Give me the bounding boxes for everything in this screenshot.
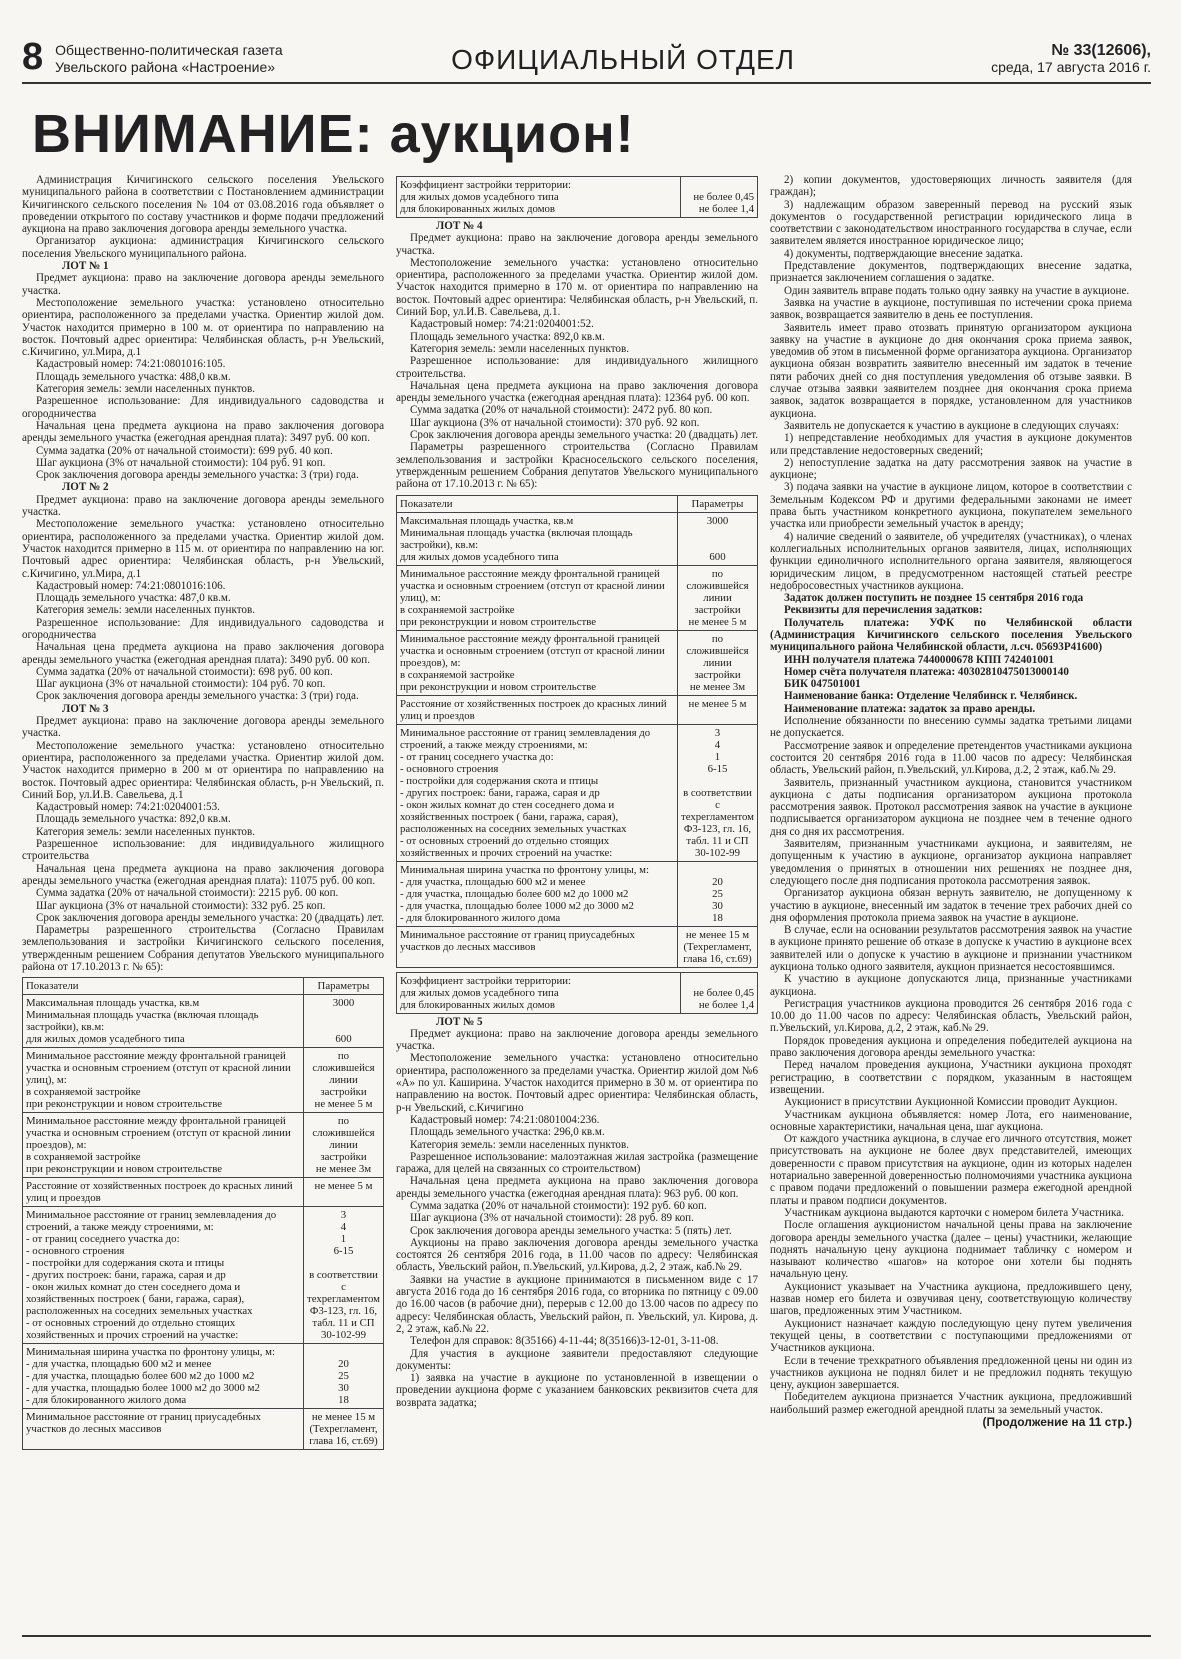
value-cell: 3 4 1 6-15 в соответствии с техрегламентом Ф3-123, гл. 16, табл. 11 и СП 30-102-99 — [677, 724, 757, 861]
page-number: 8 — [22, 36, 44, 78]
table-row — [397, 630, 758, 695]
params-intro: Параметры разрешенного строительства (Согласно Правилам землепользования и застройки Кичигинского сельского поселения, утвержденным решением Собрания депутатов Увельского муниципального района от 17.10.2013 г. № 65): — [22, 924, 384, 973]
organizer-paragraph: Организатор аукциона: администрация Кичигинского сельского поселения Увельского муниципального района. — [22, 235, 384, 260]
paragraph: После оглашения аукционистом начальной цены права на заключение договора аренды земельного участка (далее – цены) участники, желающие поднять начальную цену аукциона поднимает табличку с номером и называют количество «шагов» на которое они хотели бы поднять начальную цену. — [770, 1219, 1132, 1281]
table-row — [397, 972, 758, 1013]
table-row — [23, 1344, 384, 1409]
coef-table-lot-4 — [396, 972, 758, 1014]
article-columns — [22, 174, 1151, 1454]
lot-1-location: Местоположение земельного участка: установлено относительно ориентира, расположенного за пределами участка. Ориентир жилой дом. Участок находится примерно в 100 м. от ориентира по направлению на восток. Почтовый адрес ориентира: Челябинская область, р-н Увельский, с.Кичигино, ул.Мира, д.1 — [22, 296, 384, 359]
paragraph: Регистрация участников аукциона проводится 26 сентября 2016 года с 10.00 до 11.00 часов по адресу: Челябинская область, Увельский район, п.Увельский, ул.Кирова, д.2, 2 этаж, каб.№ 29. — [770, 997, 1132, 1035]
lot-4-params-intro: Параметры разрешенного строительства (Согласно Правилам землепользования и застройки Красносельского сельского поселения, утвержденным решением Собрания депутатов Увельского муниципального района от 17.10.2013 г. № 65): — [396, 441, 758, 491]
column-header: Параметры — [677, 495, 757, 512]
column-3 — [770, 174, 1132, 1454]
lot-5-price: Начальная цена предмета аукциона на право заключения договора аренды земельного участка (ежегодная арендная плата): 963 руб. 00 коп. — [396, 1175, 758, 1200]
lot-2-area: Площадь земельного участка: 487,0 кв.м. — [36, 592, 231, 605]
requisites-title: Реквизиты для перечисления задатков: — [784, 604, 983, 617]
value-cell: 3000 600 — [677, 512, 757, 565]
paragraph: 3) подача заявки на участие в аукционе лицом, которое в соответствии с Земельным Кодексом РФ и другими федеральными законами не имеет права быть участником конкретного аукциона, покупателем земельного участка или приобрести земельный участок в аренду; — [770, 481, 1132, 531]
indicator-cell: Расстояние от хозяйственных построек до красных линий улиц и проездов — [397, 695, 678, 724]
table-row — [397, 724, 758, 861]
paragraph: Аукционист в присутствии Аукционной Комиссии проводит Аукцион. — [784, 1096, 1118, 1109]
value-cell: не менее 15 м (Техрегламент, глава 16, ст.69) — [677, 926, 757, 967]
lot-4-price: Начальная цена предмета аукциона на право заключения договора аренды земельного участка (ежегодная арендная плата): 12364 руб. 00 коп. — [396, 379, 758, 405]
lot-4-location: Местоположение земельного участка: установлено относительно ориентира, расположенного за пределами участка. Ориентир жилой дом. Участок находится примерно в 170 м. от ориентира по направлению на восток. Почтовый адрес ориентира: Челябинская область, р-н Увельский, п. Синий Бор, ул.И.В. Савельева, д.1. — [396, 256, 758, 319]
indicator-cell: Минимальное расстояние между фронтальной границей участка и основным строением (отступ от красной линии улиц), м: в сохраняемой застройке при реконструкции и новом строительстве — [23, 1048, 304, 1113]
indicator-cell: Максимальная площадь участка, кв.м Минимальная площадь участка (включая площадь застройки), кв.м: для жилых домов усадебного типа — [23, 995, 304, 1048]
paragraph: Представление документов, подтверждающих внесение задатка, признается заключением соглашения о задатке. — [770, 260, 1132, 285]
lot-1-term: Срок заключения договора аренды земельного участка: 3 (три) года. — [36, 469, 359, 482]
column-1 — [22, 174, 384, 1454]
headline: ВНИМАНИЕ: аукцион! — [32, 104, 635, 164]
lot-3-title: ЛОТ № 3 — [62, 702, 109, 715]
lot-2-subject: Предмет аукциона: право на заключение договора аренды земельного участка. — [22, 493, 384, 519]
lot-3-category: Категория земель: земли населенных пунктов. — [36, 825, 255, 838]
value-cell: не менее 5 м — [677, 695, 757, 724]
value-cell: не более 0,45 не более 1,4 — [681, 177, 758, 218]
lot-2-price: Начальная цена предмета аукциона на право заключения договора аренды земельного участка (ежегодная арендная плата): 3490 руб. 00 коп. — [22, 641, 384, 666]
table-row — [23, 1048, 384, 1113]
paragraph: Если в течение трехкратного объявления предложенной цены ни один из участников аукциона не поднял билет и не предложил поднять текущую цену, аукцион завершается. — [770, 1354, 1132, 1392]
value-cell: не более 0,45 не более 1,4 — [681, 972, 758, 1013]
paragraph: Заявитель не допускается к участию в аукционе в следующих случаях: — [784, 419, 1120, 432]
table-row — [23, 1409, 384, 1450]
indicator-cell: Минимальное расстояние от границ землевладения до строений, а также между строениями, м: - от границ соседнего участка до: - основного строения - постройки для содержания скота и птицы - других построек: бани, гаража, сарая и др - окон жилых комнат до стен соседнего дома и хозяйственных построек ( бани, гаража, сарая), расположенных на соседних земельных участках - от основных строений до отдельно стоящих хозяйственных и прочих строений на участке: — [397, 724, 678, 861]
indicator-cell: Коэффициент застройки территории: для жилых домов усадебного типа для блокированных жилых домов — [397, 972, 681, 1013]
issue-info: № 33(12606), среда, 17 августа 2016 г. — [991, 42, 1151, 75]
paragraph: 2) копии документов, удостоверяющих личность заявителя (для граждан); — [770, 174, 1132, 199]
lot-3-price: Начальная цена предмета аукциона на право заключения договора аренды земельного участка (ежегодная арендная плата): 11075 руб. 00 коп. — [22, 862, 384, 887]
table-header-row — [397, 495, 758, 512]
table-row — [397, 695, 758, 724]
publication-name: Общественно-политическая газета Увельского района «Настроение» — [55, 42, 283, 75]
paragraph: Участникам аукциона объявляется: номер Лота, его наименование, основные характеристики, начальная цена, шаг аукциона. — [770, 1108, 1132, 1133]
paragraph: Рассмотрение заявок и определение претендентов участниками аукциона состоится 20 сентября 2016 года в 11.00 часов по адресу: Челябинская область, Увельский район, п.Увельский, ул.Кирова, д.2, 2 этаж, каб.№ 29. — [770, 739, 1132, 777]
paragraph: Аукционист назначает каждую последующую цену путем увеличения текущей цены, в соответствии с поступающими предложениями от Участников аукциона. — [770, 1317, 1132, 1355]
auction-info: Аукционы на право заключения договора аренды земельного участка состоятся 26 сентября 2016 года, в 11.00 часов по адресу: Челябинская область, Увельский район, п.Увельский, ул.Кирова, д.2, 2 этаж, каб.№ 29. — [396, 1236, 758, 1274]
lot-1-subject: Предмет аукциона: право на заключение договора аренды земельного участка. — [22, 272, 384, 297]
lot-2-term: Срок заключения договора аренды земельного участка: 3 (три) года. — [36, 690, 359, 703]
lot-3-area: Площадь земельного участка: 892,0 кв.м. — [36, 813, 231, 826]
lot-1-step: Шаг аукциона (3% от начальной стоимости): 104 руб. 91 коп. — [36, 456, 326, 469]
paragraph: 2) непоступление задатка на дату рассмотрения заявок на участие в аукционе; — [770, 456, 1132, 482]
lot-1-deposit: Сумма задатка (20% от начальной стоимости): 699 руб. 40 коп. — [36, 444, 333, 457]
inn: ИНН получателя платежа 7440000678 КПП 742401001 — [784, 653, 1054, 666]
indicator-cell: Максимальная площадь участка, кв.м Минимальная площадь участка (включая площадь застройки), кв.м: для жилых домов усадебного типа — [397, 512, 678, 565]
section-title: ОФИЦИАЛЬНЫЙ ОТДЕЛ — [451, 44, 796, 75]
indicator-cell: Минимальное расстояние между фронтальной границей участка и основным строением (отступ от красной линии проездов), м: в сохраняемой застройке при реконструкции и новом строительстве — [23, 1113, 304, 1178]
paragraph: К участию в аукционе допускаются лица, признанные участниками аукциона. — [770, 973, 1132, 998]
table-header-row — [23, 978, 384, 995]
coef-table — [396, 176, 758, 218]
value-cell: по сложившейся линии застройки не менее 3м — [303, 1113, 383, 1178]
paragraph: 3) надлежащим образом заверенный перевод на русский язык документов о государственной регистрации юридического лица в соответствии с законодательством иностранного государства в случае, если заявителем является иностранное юридическое лицо; — [770, 198, 1132, 248]
lot-3-location: Местоположение земельного участка: установлено относительно ориентира, расположенного за пределами участка. Ориентир жилой дом. Участок находится примерно в 200 м от ориентира по направлению на восток. Почтовый адрес ориентира: Челябинская область, р-н Увельский, п. Синий Бор, ул.И.В. Савельева, д.1 — [22, 739, 384, 801]
lot-4-subject: Предмет аукциона: право на заключение договора аренды земельного участка. — [396, 232, 758, 257]
paragraph: 4) наличие сведений о заявителе, об учредителях (участниках), о членах коллегиальных исполнительных органов заявителя, лицах, исполняющих функции единоличного исполнительного органа заявителя, являющегося юридическим лицом, в предусмотренном настоящей статьей реестре недобросовестных участников аукциона. — [770, 530, 1132, 592]
paragraph: Исполнение обязанности по внесению суммы задатка третьими лицами не допускается. — [770, 715, 1132, 740]
lot-4-cadastral: Кадастровый номер: 74:21:0204001:52. — [410, 318, 594, 331]
lot-2-title: ЛОТ № 2 — [62, 481, 109, 494]
page-header — [22, 28, 1151, 84]
lot-2-cadastral: Кадастровый номер: 74:21:0801016:106. — [36, 579, 226, 592]
lot-2-use: Разрешенное использование: Для индивидуального садоводства и огородничества — [22, 616, 384, 641]
lot-1-area: Площадь земельного участка: 488,0 кв.м. — [36, 370, 231, 383]
lot-4-category: Категория земель: земли населенных пунктов. — [410, 342, 629, 355]
payment-purpose: Наименование платежа: задаток за право аренды. — [784, 702, 1036, 715]
table-row — [397, 565, 758, 630]
lot-4-step: Шаг аукциона (3% от начальной стоимости): 370 руб. 92 коп. — [410, 416, 700, 429]
lot-1-cadastral: Кадастровый номер: 74:21:0801016:105. — [36, 358, 226, 371]
bik: БИК 047501001 — [784, 678, 861, 691]
lot-5-subject: Предмет аукциона: право на заключение договора аренды земельного участка. — [396, 1027, 758, 1053]
column-header: Показатели — [23, 978, 304, 995]
lot-3-step: Шаг аукциона (3% от начальной стоимости): 332 руб. 25 коп. — [36, 899, 326, 912]
lot-1-price: Начальная цена предмета аукциона на право заключения договора аренды земельного участка (ежегодная арендная плата): 3497 руб. 00 коп. — [22, 419, 384, 445]
indicator-cell: Минимальное расстояние от границ приусадебных участков до лесных массивов — [23, 1409, 304, 1450]
phone-info: Телефон для справок: 8(35166) 4-11-44; 8(35166)3-12-01, 3-11-08. — [410, 1335, 719, 1348]
paragraph: Заявитель, признанный участником аукциона, становится участником аукциона с даты подписания организатором аукциона протокола рассмотрения заявок. Протокол рассмотрения заявок на участие в аукционе подписывается организатором аукциона не позднее чем в течение одного дня со дня их рассмотрения. — [770, 776, 1132, 838]
lot-4-area: Площадь земельного участка: 892,0 кв.м. — [410, 330, 605, 343]
value-cell: 3000 600 — [303, 995, 383, 1048]
lot-5-title: ЛОТ № 5 — [436, 1015, 483, 1028]
lot-5-cadastral: Кадастровый номер: 74:21:0801004:236. — [410, 1113, 600, 1126]
column-2 — [396, 174, 758, 1454]
table-row — [397, 177, 758, 218]
indicator-cell: Коэффициент застройки территории: для жилых домов усадебного типа для блокированных жилых домов — [397, 177, 681, 218]
paragraph: В случае, если на основании результатов рассмотрения заявок на участие в аукционе принято решение об отказе в допуске к участию в аукционе всех заявителей или о допуске к участию в аукционе и признании участником аукциона только одного заявителя, аукцион признается несостоявшимся. — [770, 924, 1132, 973]
indicator-cell: Минимальное расстояние от границ приусадебных участков до лесных массивов — [397, 926, 678, 967]
value-cell: по сложившейся линии застройки не менее 3м — [677, 630, 757, 695]
recipient: Получатель платежа: УФК по Челябинской области (Администрация Кичигинского сельского поселения Увельского муниципального района Челябинской области, л.сч. 05693P41600) — [770, 616, 1132, 654]
paragraph: Заявка на участие в аукционе, поступившая по истечении срока приема заявок, возвращается заявителю в день ее поступления. — [770, 296, 1132, 322]
paragraph: 4) документы, подтверждающие внесение задатка. — [784, 247, 1023, 260]
paragraph: Порядок проведения аукциона и определения победителей аукциона на право заключения договора аренды земельного участка: — [770, 1034, 1132, 1060]
column-header: Параметры — [303, 978, 383, 995]
lot-1-category: Категория земель: земли населенных пунктов. — [36, 383, 255, 396]
lot-1-title: ЛОТ № 1 — [62, 260, 109, 273]
bank-name: Наименование банка: Отделение Челябинск г. Челябинск. — [784, 690, 1078, 703]
intro-paragraph: Администрация Кичигинского сельского поселения Увельского муниципального района в соответствии с Постановлением администрации Кичигинского сельского поселения № 104 от 03.08.2016 года объявляет о проведении открытого по составу участников и форме подачи предложений аукциона на право заключения договора аренды земельного участка. — [22, 174, 384, 236]
lot-4-use: Разрешенное использование: для индивидуального жилищного строительства. — [396, 355, 758, 380]
lot-2-location: Местоположение земельного участка: установлено относительно ориентира, расположенного за пределами участка. Ориентир жилой дом. Участок находится примерно в 115 м. от ориентира по направлению на юг. Почтовый адрес ориентира: Челябинская область, р-н Увельский, с.Кичигино, ул.Мира, д.1 — [22, 518, 384, 580]
indicator-cell: Минимальное расстояние между фронтальной границей участка и основным строением (отступ от красной линии проездов), м: в сохраняемой застройке при реконструкции и новом строительстве — [397, 630, 678, 695]
table-row — [397, 512, 758, 565]
paragraph: Аукционист указывает на Участника аукциона, предложившего цену, назвав номер его билета и озвучивая цену, соответствующую количеству шагов, предложенных этим Участником. — [770, 1280, 1132, 1318]
table-row — [397, 926, 758, 967]
account-number: Номер счёта получателя платежа: 40302810475013000140 — [784, 665, 1069, 678]
lot-4-term: Срок заключения договора аренды земельного участка: 20 (двадцать) лет. — [410, 429, 758, 442]
value-cell: 20 25 30 18 — [303, 1344, 383, 1409]
value-cell: 20 25 30 18 — [677, 861, 757, 926]
lot-5-area: Площадь земельного участка: 296,0 кв.м. — [410, 1126, 605, 1139]
lot-3-deposit: Сумма задатка (20% от начальной стоимости): 2215 руб. 00 коп. — [36, 887, 339, 900]
table-row — [23, 1178, 384, 1207]
lot-5-category: Категория земель: земли населенных пунктов. — [410, 1138, 629, 1151]
lot-5-step: Шаг аукциона (3% от начальной стоимости): 28 руб. 89 коп. — [410, 1212, 694, 1225]
value-cell: не менее 15 м (Техрегламент, глава 16, ст.69) — [303, 1409, 383, 1450]
value-cell: 3 4 1 6-15 в соответствии с техрегламентом Ф3-123, гл. 16, табл. 11 и СП 30-102-99 — [303, 1207, 383, 1344]
lot-2-step: Шаг аукциона (3% от начальной стоимости): 104 руб. 70 коп. — [36, 678, 326, 691]
paragraph: 1) непредставление необходимых для участия в аукционе документов или представление недостоверных сведений; — [770, 432, 1132, 457]
indicator-cell: Минимальная ширина участка по фронтону улицы, м: - для участка, площадью 600 м2 и менее - для участка, площадью более 600 м2 до 1000 м2 - для участка, площадью более 1000 м2 до 3000 м2 - для блокированного жилого дома — [23, 1344, 304, 1409]
value-cell: по сложившейся линии застройки не менее 5 м — [677, 565, 757, 630]
lot-3-term: Срок заключения договора аренды земельного участка: 20 (двадцать) лет. — [36, 911, 384, 924]
paragraph: Участникам аукциона выдаются карточки с номером билета Участника. — [784, 1206, 1124, 1219]
table-row — [23, 995, 384, 1048]
paragraph: Заявителям, признанным участниками аукциона, и заявителям, не допущенным к участию в аукционе, организатор аукциона направляет уведомления о принятых в отношении них решениях не позднее дня, следующего после дня подписания протокола рассмотрения заявок. — [770, 838, 1132, 887]
lot-5-location: Местоположение земельного участка: установлено относительно ориентира, расположенного за пределами участка. Ориентир жилой дом №6 «А» по ул. Каширина. Участок находится примерно в 30 м. от ориентира по направлению на восток. Почтовый адрес ориентира: Челябинская область, р-н Увельский, с.Кичигино — [396, 1052, 758, 1114]
applications-info: Заявки на участие в аукционе принимаются в письменном виде с 17 августа 2016 года до 16 сентября 2016 года, со вторника по пятницу с 09.00 до 16.00 часов (в рабочие дни), перерыв с 12.00 до 13.00 часов по адресу по адресу: Челябинская область, Увельский район, п. Увельский, ул. Кирова, д. 2, 2 этаж, каб.№ 22. — [396, 1273, 758, 1335]
paragraph: Один заявитель вправе подать только одну заявку на участие в аукционе. — [784, 284, 1130, 297]
paragraph: Организатор аукциона обязан вернуть заявителю, не допущенному к участию в аукционе, внесенный им задаток в течение трех рабочих дней со дня оформления протокола приема заявок на участие в аукционе. — [770, 887, 1132, 924]
lot-2-deposit: Сумма задатка (20% от начальной стоимости): 698 руб. 00 коп. — [36, 665, 333, 678]
paragraph: Заявитель имеет право отозвать принятую организатором аукциона заявку на участие в аукционе до дня окончания срока приема заявок, уведомив об этом в письменной форме организатора аукциона. Организатор аукциона обязан возвратить заявителю внесенный им задаток в течение пяти рабочих дней со дня поступления уведомления об отзыве заявки. В случае отзыва заявки заявителем позднее дня окончания срока приема заявок, задаток возвращается в порядке, установленном для участников аукциона. — [770, 321, 1132, 420]
docs-intro: Для участия в аукционе заявители предоставляют следующие документы: — [396, 1347, 758, 1372]
paragraph: Перед началом проведения аукциона, Участники аукциона проходят регистрацию, в соответствии с порядком, указанным в настоящем извещении. — [770, 1059, 1132, 1096]
lot-3-use: Разрешенное использование: для индивидуального жилищного строительства — [22, 838, 384, 863]
lot-2-category: Категория земель: земли населенных пунктов. — [36, 604, 255, 617]
indicator-cell: Минимальное расстояние между фронтальной границей участка и основным строением (отступ от красной линии улиц), м: в сохраняемой застройке при реконструкции и новом строительстве — [397, 565, 678, 630]
col3-paragraphs-2 — [770, 715, 1132, 1416]
lot-4-title: ЛОТ № 4 — [436, 220, 483, 232]
column-header: Показатели — [397, 495, 678, 512]
lot-5-term: Срок заключения договора аренды земельного участка: 5 (пять) лет. — [410, 1224, 732, 1237]
paragraph: От каждого участника аукциона, в случае его личного отсутствия, может присутствовать на аукционе не более двух представителей, имеющих доверенности с правом присутствия на аукционе, один из которых наделен нотариально заверенной доверенностью полномочиями участника аукциона с правом подачи предложений о повышении размера ежегодной арендной платы и правом подписи документов. — [770, 1133, 1132, 1207]
lot-3-cadastral: Кадастровый номер: 74:21:0204001:53. — [36, 801, 220, 814]
deposit-deadline: Задаток должен поступить не позднее 15 сентября 2016 года — [784, 592, 1084, 605]
lot-3-subject: Предмет аукциона: право на заключение договора аренды земельного участка. — [22, 715, 384, 740]
continued-note: (Продолжение на 11 стр.) — [982, 1414, 1132, 1429]
indicator-cell: Минимальное расстояние от границ землевладения до строений, а также между строениями, м: - от границ соседнего участка до: - основного строения - постройки для содержания скота и птицы - других построек: бани, гаража, сарая и др - окон жилых комнат до стен соседнего дома и хозяйственных построек ( бани, гаража, сарая), расположенных на соседних земельных участках - от основных строений до отдельно стоящих хозяйственных и прочих строений на участке: — [23, 1207, 304, 1344]
params-table-lot-4 — [396, 495, 758, 968]
indicator-cell: Расстояние от хозяйственных построек до красных линий улиц и проездов — [23, 1178, 304, 1207]
params-table — [22, 977, 384, 1450]
table-row — [397, 861, 758, 926]
paragraph: Победителем аукциона признается Участник аукциона, предложивший наибольший размер ежегодной арендной платы за земельный участок. — [770, 1391, 1132, 1416]
col3-paragraphs — [770, 174, 1132, 592]
value-cell: по сложившейся линии застройки не менее 5 м — [303, 1048, 383, 1113]
table-row — [23, 1113, 384, 1178]
doc-1: 1) заявка на участие в аукционе по установленной в извещении о проведении аукциона форме с указанием банковских реквизитов счета для возврата задатка; — [396, 1372, 758, 1409]
indicator-cell: Минимальная ширина участка по фронтону улицы, м: - для участка, площадью 600 м2 и менее - для участка, площадью более 600 м2 до 1000 м2 - для участка, площадью более 1000 м2 до 3000 м2 - для блокированного жилого дома — [397, 861, 678, 926]
footer-rule — [22, 1635, 1151, 1637]
lot-4-deposit: Сумма задатка (20% от начальной стоимости): 2472 руб. 80 коп. — [410, 404, 713, 417]
table-row — [23, 1207, 384, 1344]
lot-5-deposit: Сумма задатка (20% от начальной стоимости): 192 руб. 60 коп. — [410, 1199, 707, 1212]
lot-1-use: Разрешенное использование: Для индивидуального садоводства и огородничества — [22, 395, 384, 420]
value-cell: не менее 5 м — [303, 1178, 383, 1207]
lot-5-use: Разрешенное использование: малоэтажная жилая застройка (размещение гаража, для целей на связанных со строительством) — [396, 1150, 758, 1176]
